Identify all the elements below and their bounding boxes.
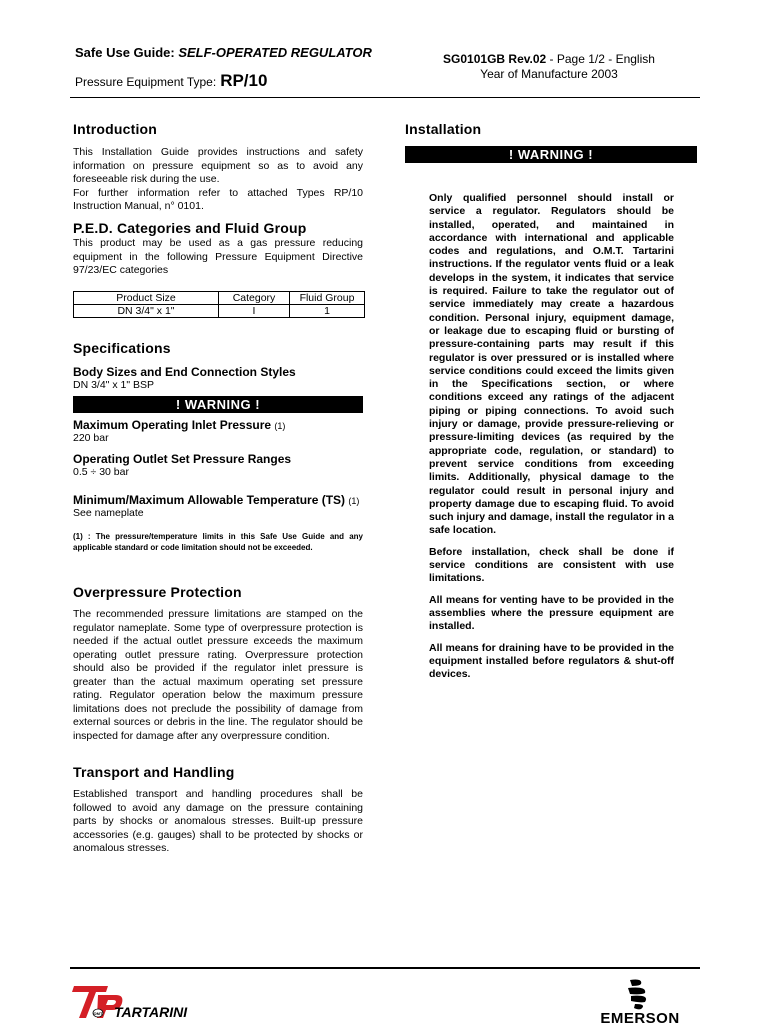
introduction-text-2: For further information refer to attached Types RP/10 Instruction Manual, n° 0101.: [73, 186, 363, 212]
ped-table-wrap: [73, 291, 363, 318]
guide-title-text: SELF-OPERATED REGULATOR: [178, 45, 372, 60]
footer-rule: [70, 967, 700, 969]
spec-warning-bar: ! WARNING !: [73, 396, 363, 413]
specifications-heading: Specifications: [73, 340, 171, 356]
guide-prefix: Safe Use Guide:: [75, 45, 175, 60]
introduction-heading: Introduction: [73, 121, 158, 137]
temperature-heading: [73, 493, 363, 507]
type-value: RP/10: [220, 71, 268, 90]
table-cell: 1: [290, 305, 365, 318]
introduction-section: [73, 121, 363, 214]
warning-paragraph-2: Before installation, check shall be done if service conditions are consistent with use limitations.: [429, 545, 674, 585]
outlet-pressure-value: 0.5 ÷ 30 bar: [73, 466, 129, 478]
inlet-footnote-ref: (1): [274, 421, 286, 431]
logo-small-text: OMT: [93, 1011, 103, 1016]
table-cell: I: [219, 305, 290, 318]
ped-text: This product may be used as a gas pressure reducing equipment in the following Pressure Equipment Directive 97/23/EC categories: [73, 237, 363, 276]
doc-code: SG0101GB Rev.02: [443, 52, 547, 66]
table-header-cell: Category: [219, 292, 290, 305]
tartarini-logo: [72, 980, 282, 1020]
transport-section: [73, 764, 363, 856]
table-header-cell: Fluid Group: [290, 292, 365, 305]
type-label: Pressure Equipment Type:: [75, 75, 217, 89]
inlet-heading-text: Maximum Operating Inlet Pressure: [73, 418, 272, 432]
installation-warning-bar: ! WARNING !: [405, 146, 697, 163]
emerson-wordmark: EMERSON: [600, 1010, 680, 1024]
header-rule: [70, 97, 700, 98]
inlet-pressure-value: 220 bar: [73, 432, 109, 444]
year-of-manufacture: Year of Manufacture 2003: [480, 67, 618, 81]
outlet-pressure-heading: Operating Outlet Set Pressure Ranges: [73, 452, 292, 466]
transport-text: Established transport and handling procedures shall be followed to avoid any damage on the pressure containing parts by shocks or anomalous stresses. Built-up pressure accessories (e.g. gauges) shall to be protected by shocks or anomalous stresses.: [73, 788, 363, 854]
tartarini-logo-icon: [72, 980, 282, 1020]
overpressure-text: The recommended pressure limitations are stamped on the regulator nameplate. Some type of overpressure protection is needed if the actual outlet pressure exceeds the maximum operating outlet pressure rating. Overpressure protection should also be provided if the regulator inlet pressure is greater than the actual maximum operating set pressure rating. Regulator operation below the maximum pressure limitations does not preclude the possibility of damage from external sources or debris in the line. The regulator should be inspected for damage after any overpressure condition.: [73, 608, 363, 742]
body-sizes-value: DN 3/4" x 1" BSP: [73, 379, 154, 391]
tartarini-wordmark: TARTARINI: [114, 1004, 188, 1020]
equipment-type: [75, 71, 267, 91]
table-header-row: [74, 292, 365, 305]
table-row: [74, 305, 365, 318]
temp-footnote-ref: (1): [348, 496, 360, 506]
footnote: (1) : The pressure/temperature limits in this Safe Use Guide and any applicable standard or code limitation should not be exceeded.: [73, 532, 363, 552]
overpressure-heading: Overpressure Protection: [73, 584, 242, 600]
ped-section: [73, 220, 363, 278]
emerson-logo-icon: [585, 977, 695, 1024]
ped-heading: P.E.D. Categories and Fluid Group: [73, 220, 307, 236]
temperature-value: See nameplate: [73, 507, 144, 519]
doc-page: - Page 1/2 - English: [549, 52, 655, 66]
document-info: [400, 52, 698, 82]
installation-section: [405, 121, 697, 163]
introduction-text: This Installation Guide provides instructions and safety information on pressure equipment so as to avoid any foreseeable risk during the use.: [73, 146, 363, 185]
transport-heading: Transport and Handling: [73, 764, 235, 780]
temp-heading-text: Minimum/Maximum Allowable Temperature (TS): [73, 493, 346, 507]
warning-text-block: [429, 192, 674, 681]
ped-table: [73, 291, 365, 318]
table-cell: DN 3/4" x 1": [74, 305, 219, 318]
warning-paragraph-1: Only qualified personnel should install or service a regulator. Regulators should be installed, operated, and maintained in accordance with international and applicable codes and regulations, and O.M.T. Tartarini instructions. If the regulator vents fluid or a leak develops in the system, it indicates that service is required. Failure to take the regulator out of service immediately may create a hazardous condition. Personal injury, equipment damage, or leakage due to escaping fluid or bursting of pressure-containing parts may result if this regulator is over pressured or is installed where service conditions could exceed the limits given in the Specifications section, or where conditions exceed any ratings of the adjacent piping or piping connections. To avoid such injury or damage, provide pressure-relieving or pressure-limiting devices (as required by the appropriate code, regulation, or standard) to prevent service conditions from exceeding limits. Additionally, physical damage to the regulator could result in personal injury and property damage due to escaping fluid. To avoid such injury and damage, install the regulator in a safe location.: [429, 192, 674, 537]
warning-paragraph-4: All means for draining have to be provided in the equipment installed before regulators & shut-off devices.: [429, 641, 674, 681]
specifications-section: [73, 340, 363, 553]
installation-heading: Installation: [405, 121, 482, 137]
emerson-logo: [585, 977, 695, 1024]
guide-title: [75, 45, 372, 60]
table-header-cell: Product Size: [74, 292, 219, 305]
overpressure-section: [73, 584, 363, 743]
body-sizes-heading: Body Sizes and End Connection Styles: [73, 365, 296, 379]
inlet-pressure-heading: [73, 418, 363, 432]
warning-paragraph-3: All means for venting have to be provided in the assemblies where the pressure equipment are installed.: [429, 593, 674, 633]
